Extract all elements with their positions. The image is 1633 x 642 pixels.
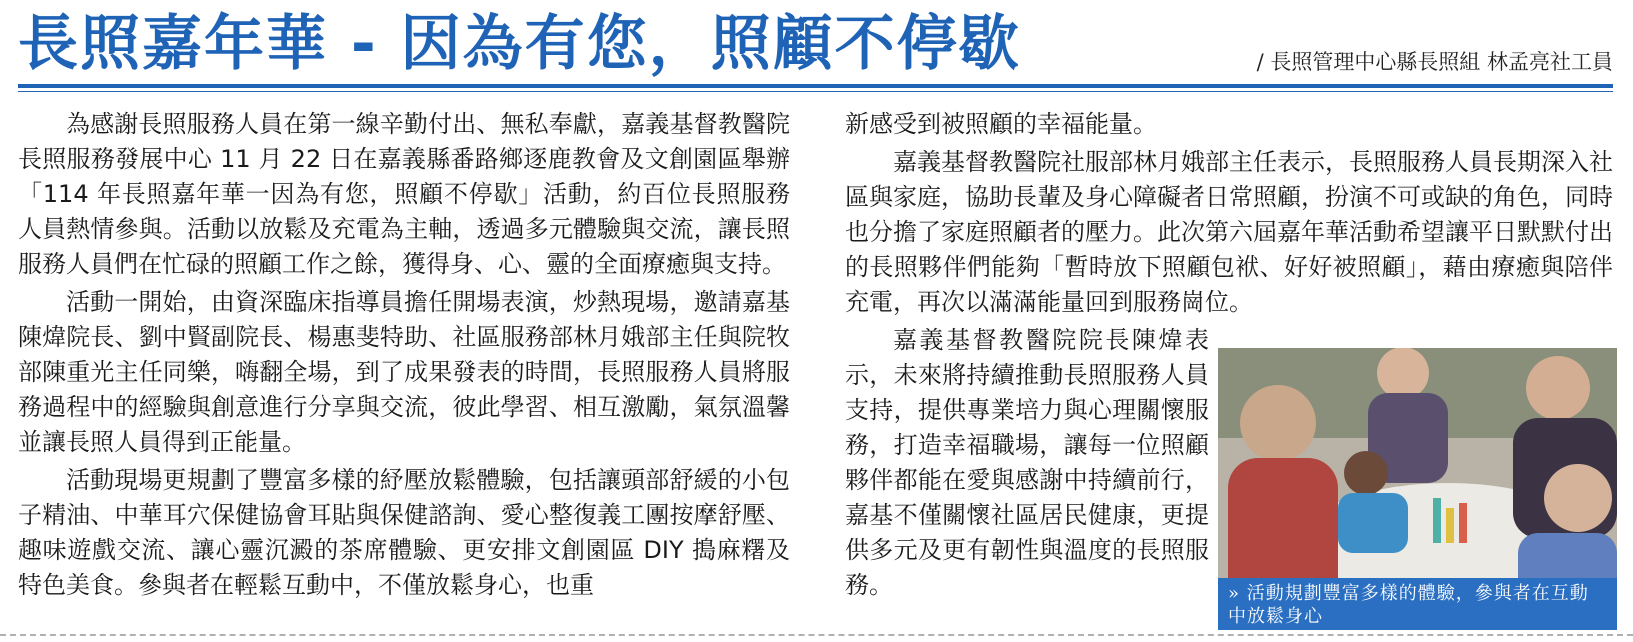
article-paragraph-3-continued: 新感受到被照顧的幸福能量。 — [845, 110, 1157, 138]
page-cut-line — [0, 634, 1633, 636]
event-photo — [1218, 348, 1617, 630]
article-paragraph-5: 嘉義基督教醫院院長陳煒表示，未來將持續推動長照服務人員支持，提供專業培力與心理關懷服務，打造幸福職場，讓每一位照顧夥伴都能在愛與感謝中持續前行，嘉基不僅關懷社區居民健康，更提供多元及更有韌性與溫度的長照服務。 — [845, 326, 1209, 599]
article-headline: 長照嘉年華 - 因為有您，照顧不停歇 — [18, 9, 1021, 79]
article-paragraph-2: 活動一開始，由資深臨床指導員擔任開場表演，炒熱現場，邀請嘉基陳煒院長、劉中賢副院長、楊惠斐特助、社區服務部林月娥部主任與院牧部陳重光主任同樂，嗨翻全場，到了成果發表的時間，長照服務人員將服務過程中的經驗與創意進行分享與交流，彼此學習、相互激勵，氣氛溫馨並讓長照人員得到正能量。 — [18, 288, 790, 456]
article-byline: / 長照管理中心縣長照組 林孟亮社工員 — [1256, 50, 1613, 74]
headline-rule-thin — [18, 91, 1613, 92]
headline-rule — [18, 84, 1613, 88]
article-paragraph-4: 嘉義基督教醫院社服部林月娥部主任表示，長照服務人員長期深入社區與家庭，協助長輩及身心障礙者日常照顧，扮演不可或缺的角色，同時也分擔了家庭照顧者的壓力。此次第六屆嘉年華活動希望讓平日默默付出的長照夥伴們能夠「暫時放下照顧包袱、好好被照顧」，藉由療癒與陪伴充電，再次以滿滿能量回到服務崗位。 — [845, 148, 1613, 316]
article-column-left — [18, 107, 790, 606]
article-paragraph-3: 活動現場更規劃了豐富多樣的紓壓放鬆體驗，包括讓頭部舒緩的小包子精油、中華耳穴保健協會耳貼與保健諮詢、愛心整復義工團按摩舒壓、趣味遊戲交流、讓心靈沉澱的茶席體驗、更安排文創園區 DIY 搗麻糬及特色美食。參與者在輕鬆互動中，不僅放鬆身心，也重 — [18, 466, 790, 599]
photo-caption: » 活動規劃豐富多樣的體驗，參與者在互動中放鬆身心 — [1218, 578, 1617, 630]
article-paragraph-1: 為感謝長照服務人員在第一線辛勤付出、無私奉獻，嘉義基督教醫院長照服務發展中心 11 月 22 日在嘉義縣番路鄉逐鹿教會及文創園區舉辦「114 年長照嘉年華一因為有您，照顧不停歇」活動，約百位長照服務人員熱情參與。活動以放鬆及充電為主軸，透過多元體驗與交流，讓長照服務人員們在忙碌的照顧工作之餘，獲得身、心、靈的全面療癒與支持。 — [18, 110, 790, 278]
